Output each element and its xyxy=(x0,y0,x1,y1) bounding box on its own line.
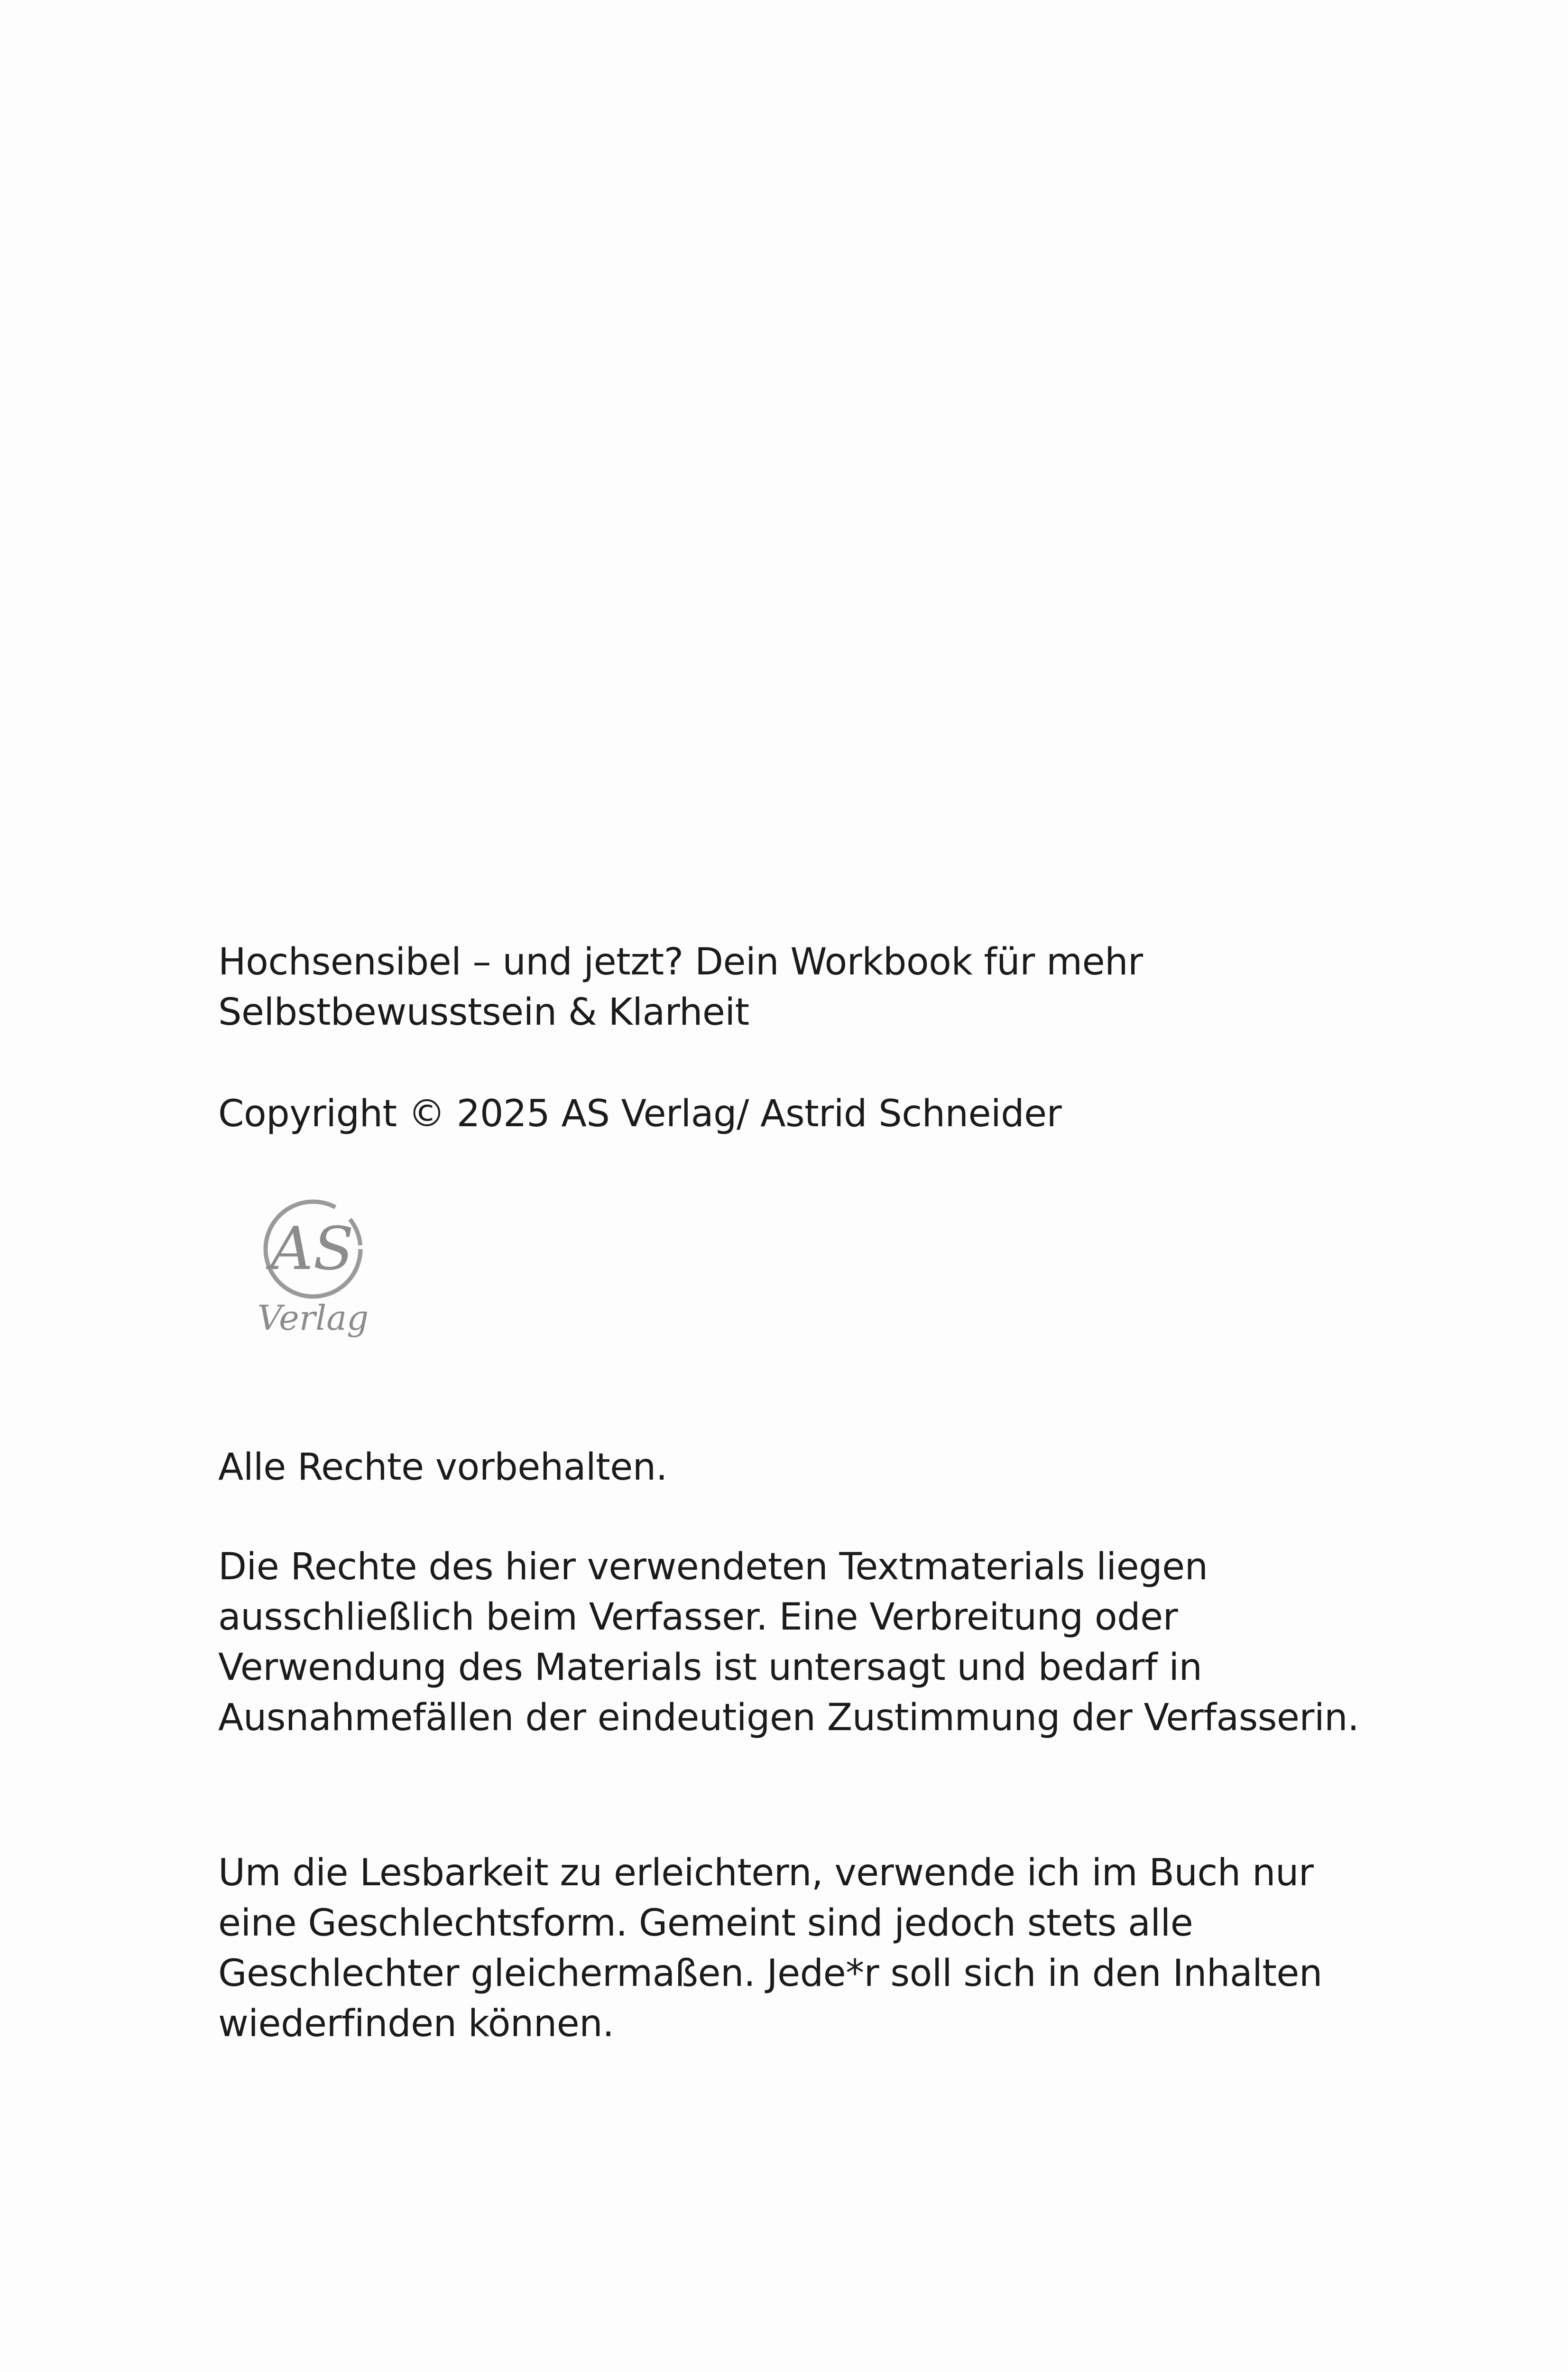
copyright-notice xyxy=(218,1089,1404,1139)
book-title xyxy=(218,937,1404,1038)
paragraph-line: Verwendung des Materials ist untersagt und bedarf in xyxy=(218,1646,1202,1689)
paragraph-line: ausschließlich beim Verfasser. Eine Verbreitung oder xyxy=(218,1596,1178,1639)
copyright-text: Copyright © 2025 AS Verlag/ Astrid Schneider xyxy=(218,1093,1062,1135)
rights-paragraph xyxy=(218,1542,1404,1743)
paragraph-line: Geschlechter gleichermaßen. Jede*r soll sich in den Inhalten xyxy=(218,1952,1322,1995)
paragraph-line: Die Rechte des hier verwendeten Textmaterials liegen xyxy=(218,1546,1208,1588)
rights-heading-text: Alle Rechte vorbehalten. xyxy=(218,1446,668,1489)
gender-note-paragraph xyxy=(218,1848,1404,2049)
rights-reserved xyxy=(218,1442,1404,1492)
paragraph-line: wiederfinden können. xyxy=(218,2002,614,2045)
paragraph-line: Ausnahmefällen der eindeutigen Zustimmung der Verfasserin. xyxy=(218,1696,1359,1739)
paragraph-line: Um die Lesbarkeit zu erleichtern, verwende ich im Buch nur xyxy=(218,1852,1314,1894)
book-title-line: Selbstbewusstsein & Klarheit xyxy=(218,991,749,1034)
logo-monogram: AS xyxy=(270,1214,354,1283)
as-verlag-logo-icon xyxy=(256,1193,379,1350)
logo-word: Verlag xyxy=(257,1298,369,1338)
book-title-line: Hochsensibel – und jetzt? Dein Workbook für mehr xyxy=(218,941,1143,983)
publisher-logo xyxy=(256,1193,379,1350)
paragraph-line: eine Geschlechtsform. Gemeint sind jedoch stets alle xyxy=(218,1902,1193,1945)
